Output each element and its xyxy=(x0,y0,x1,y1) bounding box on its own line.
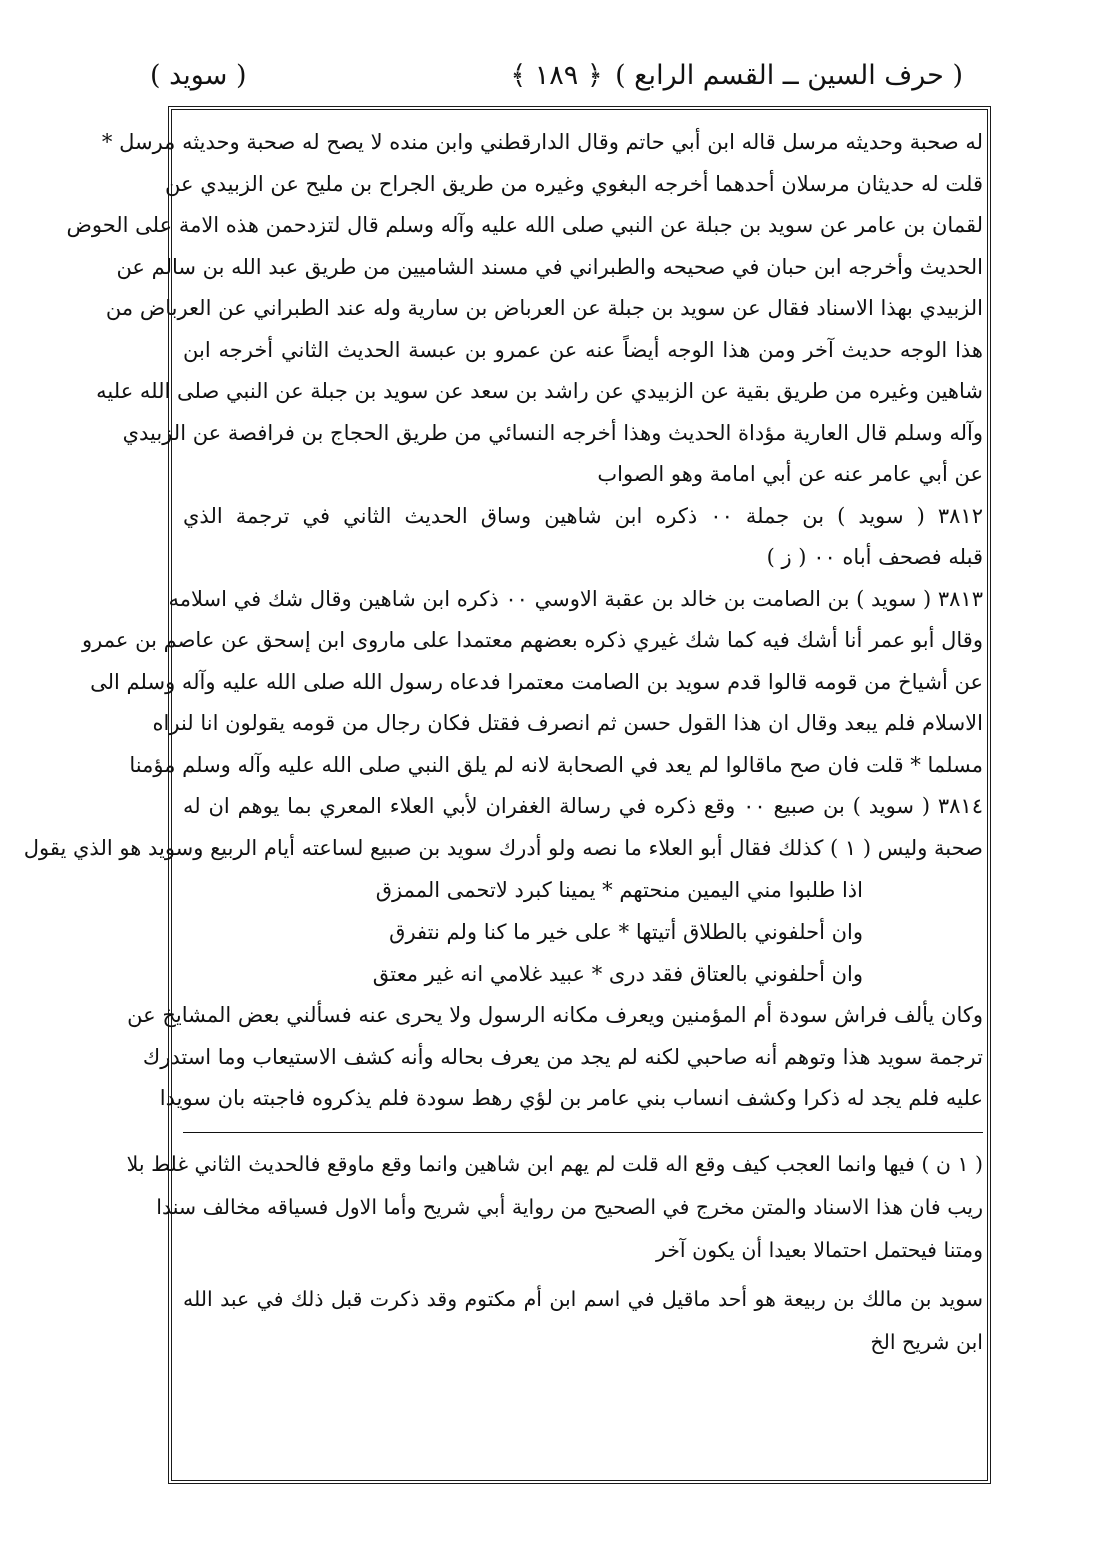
text-line: قبله فصحف أباه ٠٠ ( ز ) xyxy=(766,545,983,569)
header-entry-name: ( سويد ) xyxy=(150,60,247,91)
text-line: عليه فلم يجد له ذكرا وكشف انساب بني عامر بن لؤي رهط سودة فلم يذكروه فاجبته بان سويدا xyxy=(159,1086,983,1110)
footnote-line: ريب فان هذا الاسناد والمتن مخرج في الصحيح من رواية أبي شريح وأما الاول فسياقه مخالف سندا xyxy=(156,1194,983,1219)
footnote-line: سويد بن مالك بن ربيعة هو أحد ماقيل في اسم ابن أم مكتوم وقد ذكرت قبل ذلك في عبد الله xyxy=(183,1286,983,1311)
entry-3814-line: ٣٨١٤ ( سويد ) بن صبيع ٠٠ وقع ذكره في رسالة الغفران لأبي العلاء المعري بما يوهم ان له xyxy=(183,794,983,818)
text-line: وآله وسلم قال العارية مؤداة الحديث وهذا أخرجه النسائي من طريق الحجاج بن فرافصة عن الزبيدي xyxy=(122,420,983,445)
text-line: قلت له حديثان مرسلان أحدهما أخرجه البغوي وغيره من طريق الجراح بن مليح عن الزبيدي عن xyxy=(165,171,983,196)
text-line: شاهين وغيره من طريق بقية عن الزبيدي عن راشد بن سعد عن سويد بن جبلة عن النبي صلى الله عليه xyxy=(96,379,983,403)
text-line: صحبة وليس ( ١ ) كذلك فقال أبو العلاء ما نصه ولو أدرك سويد بن صبيع لساعته أيام الربيع وسويد هو الذي يقول xyxy=(23,835,983,860)
poem-verse: وان أحلفوني بالطلاق أتيتها * على خير ما كنا ولم نتفرق xyxy=(389,920,863,944)
text-line: ترجمة سويد هذا وتوهم أنه صاحبي لكنه لم يجد من يعرف بحاله وأنه كشف الاستيعاب وما استدرك xyxy=(142,1044,983,1069)
text-line: الزبيدي بهذا الاسناد فقال عن سويد بن جبلة عن العرباض بن سارية وله عند الطبراني عن العرباض من xyxy=(105,296,983,320)
entry-3812-line: ٣٨١٢ ( سويد ) بن جملة ٠٠ ذكره ابن شاهين وساق الحديث الثاني في ترجمة الذي xyxy=(183,503,983,528)
footnote-line: ( ١ ن ) فيها وانما العجب كيف وقع اله قلت لم يهم ابن شاهين وانما وقع ماوقع فالحديث الثاني غلط بلا xyxy=(126,1151,983,1176)
text-line: وقال أبو عمر أنا أشك فيه كما شك غيري ذكره بعضهم معتمدا على ماروى ابن إسحق عن عاصم بن عمرو xyxy=(82,628,983,652)
main-text xyxy=(23,122,983,869)
text-line: مسلما * قلت فان صح ماقالوا لم يعد في الصحابة لانه لم يلق النبي صلى الله عليه وآله وسلم مؤمنا xyxy=(129,752,983,777)
text-line: وكان يألف فراش سودة أم المؤمنين ويعرف مكانه الرسول ولا يحرى عنه فسألني بعض المشايخ عن xyxy=(127,1003,983,1027)
text-line: عن أشياخ من قومه قالوا قدم سويد بن الصامت معتمرا فدعاه رسول الله صلى الله عليه وآله وسلم الى xyxy=(90,669,983,694)
footnote-line: ابن شريح الخ xyxy=(870,1329,983,1354)
text-line: لقمان بن عامر عن سويد بن جبلة عن النبي صلى الله عليه وآله وسلم قال لتزدحمن هذه الامة على الحوض xyxy=(66,213,983,237)
text-line: له صحبة وحديثه مرسل قاله ابن أبي حاتم وقال الدارقطني وابن منده لا يصح له صحبة وحديثه مرسل * xyxy=(101,130,983,154)
page-header xyxy=(150,60,963,100)
text-line: الاسلام فلم يبعد وقال ان هذا القول حسن ثم انصرف فقتل فكان رجال من قومه يقولون انا لنراه xyxy=(152,711,983,735)
text-line: هذا الوجه حديث آخر ومن هذا الوجه أيضاً عنه عن عمرو بن عبسة الحديث الثاني أخرجه ابن xyxy=(183,337,983,362)
header-chapter: ( حرف السين ــ القسم الرابع ) xyxy=(615,60,963,91)
page-number: ﴿ ١٨٩ ﴾ xyxy=(510,60,603,91)
footnote-line: ومتنا فيحتمل احتمالا بعيدا أن يكون آخر xyxy=(655,1237,983,1262)
poem-verse: وان أحلفوني بالعتاق فقد درى * عبيد غلامي انه غير معتق xyxy=(372,962,863,986)
page-body xyxy=(23,122,983,1364)
entry-3813-line: ٣٨١٣ ( سويد ) بن الصامت بن خالد بن عقبة الاوسي ٠٠ ذكره ابن شاهين وقال شك في اسلامه xyxy=(168,586,983,611)
poem xyxy=(183,869,983,995)
poem-verse: اذا طلبوا مني اليمين منحتهم * يمينا كبرد لاتحمى الممزق xyxy=(375,878,863,902)
footnote-separator xyxy=(183,1132,983,1133)
footnotes xyxy=(126,1143,983,1364)
continued-text xyxy=(127,995,983,1120)
text-line: الحديث وأخرجه ابن حبان في صحيحه والطبراني في مسند الشاميين من طريق عبد الله بن سالم عن xyxy=(116,254,983,279)
text-line: عن أبي عامر عنه عن أبي امامة وهو الصواب xyxy=(597,462,983,486)
